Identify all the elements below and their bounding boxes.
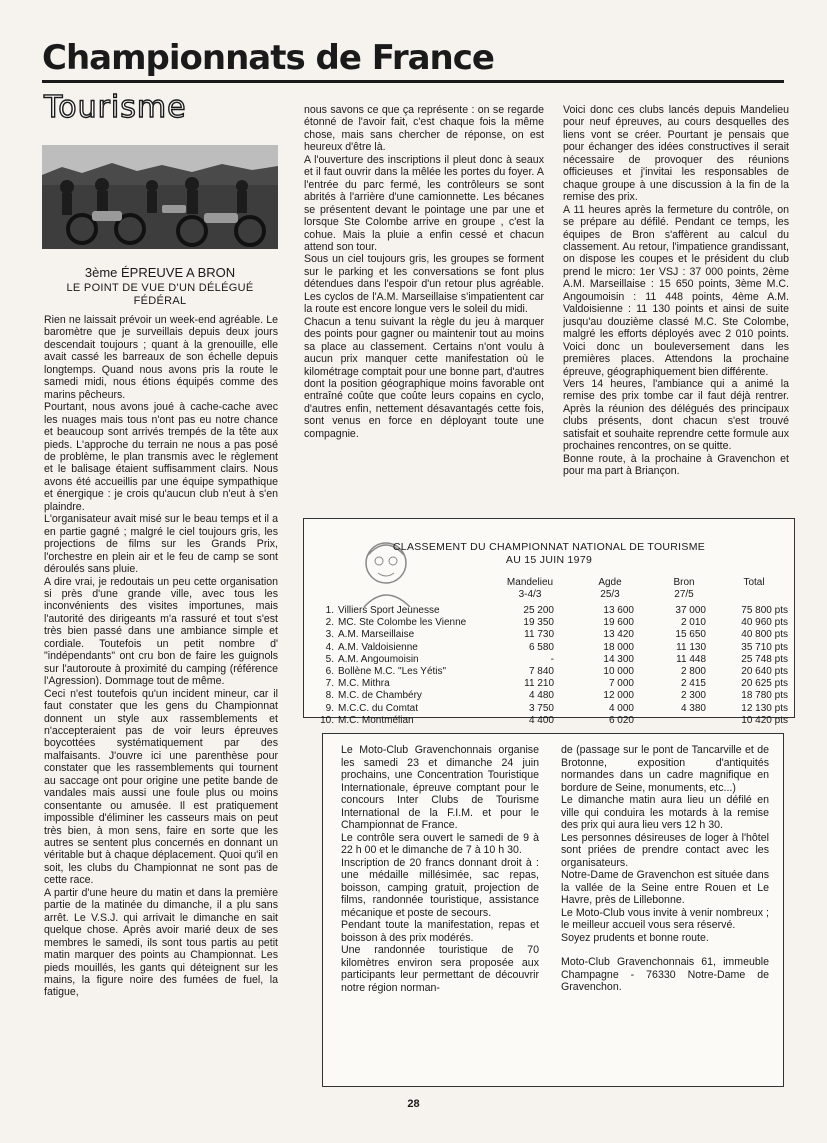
page-title: Championnats de France (42, 38, 494, 78)
column-header (580, 577, 640, 601)
row-points: 11 210 (524, 678, 554, 690)
paragraph: Le Moto-Club vous invite à venir nombreux ; le meilleur accueil vous sera réservé. (561, 906, 769, 931)
row-points: 10 000 (603, 666, 634, 677)
row-total: 18 780 pts (741, 690, 788, 702)
row-points: 7 840 (528, 666, 554, 677)
announcement-box (322, 733, 784, 1087)
row-total: 20 625 pts (741, 678, 788, 690)
row-points: 4 480 (528, 690, 554, 702)
motorcycles-photo (42, 145, 278, 249)
row-club: M.C. Mithra (338, 678, 390, 690)
row-total: 40 800 pts (741, 629, 788, 641)
column-name: Total (743, 577, 765, 588)
row-points: 2 300 (680, 690, 706, 702)
announcement-column-2 (561, 744, 769, 1080)
column-header (724, 577, 784, 589)
row-club: Villiers Sport Jeunesse (338, 605, 440, 616)
article-column-3 (563, 104, 789, 508)
paragraph: Sous un ciel toujours gris, les groupes se forment sur le parking et les conversations se font plus détendues dans l'espoir d'un retour plus agréable. Les cyclos de l'A.M. Marseillaise s'impatientent car la route est encore longue vers le soleil du midi. (304, 253, 544, 316)
paragraph: Soyez prudents et bonne route. (561, 931, 709, 944)
row-club: M.C.C. du Comtat (338, 702, 419, 714)
column-name: Mandelieu (506, 577, 554, 588)
row-points: 4 380 (680, 702, 706, 714)
table-row (304, 617, 794, 629)
paragraph: L'organisateur avait misé sur le beau temps et il a en partie gagné ; malgré le ciel toujours gris, les projections de films sur les Grands Prix, l'orchestre en plein air et le feu de camp se sont déroulés sans pluie. (44, 513, 278, 576)
row-rank: 9. (325, 702, 334, 714)
row-club: M.C. Montmélian (338, 714, 414, 726)
row-total: 20 640 pts (741, 666, 788, 677)
table-row (304, 629, 794, 641)
table-row (304, 703, 794, 715)
paragraph: Chacun a tenu suivant la règle du jeu à marquer des points pour gagner ou maintenir tout au moins sa place au classement. Certains n'ont voulu à aucun prix manquer cette manifestation où le kilométrage comptait pour une bonne part, d'autres dont la position géographique moins favorable ont entraîné coûte que coûte leurs copains en cyclo, d'autres enfin, nettement désavantagés cette fois, sont venus en force en déployant toute une compagnie. (304, 315, 544, 440)
row-rank: 2. (325, 617, 334, 629)
row-club: M.C. de Chambéry (338, 690, 422, 702)
row-points: 12 000 (603, 690, 634, 702)
row-rank: 10. (320, 714, 334, 726)
row-rank: 4. (325, 641, 334, 653)
column-header (500, 577, 560, 601)
row-points: 19 600 (603, 617, 634, 629)
row-total: 40 960 pts (741, 617, 788, 629)
row-points: - (550, 653, 554, 665)
row-club: A.M. Marseillaise (338, 629, 415, 641)
row-points: 11 130 (676, 641, 706, 653)
row-points: 13 420 (603, 629, 634, 641)
paragraph: Notre-Dame de Gravenchon est située dans la vallée de la Seine entre Rouen et Le Havre, près de Lillebonne. (561, 869, 769, 906)
paragraph: Inscription de 20 francs donnant droit à : une médaille millésimée, sac repas, boisson, camping gratuit, projection de films, randonnée touristique, assistance mécanique et poste de secours. (341, 856, 539, 919)
row-total: 35 710 pts (741, 641, 788, 653)
column-date: 3-4/3 (518, 589, 542, 600)
paragraph: A partir d'une heure du matin et dans la première partie de la matinée du dimanche, il a plu sans arrêt. Le V.S.J. qui arrivait le dimanche en sait quelque chose. Après avoir marié deux de ses membres le samedi, ils sont tous partis au petit matin marquer des points au Championnat. Les pieds mouillés, les gants qui déteignent sur les mains, la figure noire des fumées de fuel, la fatigue, (44, 886, 278, 999)
row-rank: 7. (325, 678, 334, 690)
paragraph: Pendant toute la manifestation, repas et boisson à des prix modérés. (341, 919, 539, 944)
paragraph: nous savons ce que ça représente : on se regarde étonné de l'avoir fait, c'est chaque fois la même chose, mais sans chercher de réponse, on est heureux d'être là. (304, 104, 544, 154)
paragraph: Ceci n'est toutefois qu'un incident mineur, car il faut constater que les gens du Championnat donnent un style aux rassemblements et n'accepteraient pas de voir leurs épreuves boycottées systématiquement par des malfaisants. J'ouvre ici une parenthèse pour constater que les rassemblements qui tournent au saccage ont pour origine une petite bande de vandales mais aussi une foule plus ou moins consentante ou amusée. Il est pratiquement impossible d'éliminer les casseurs mais on peut très bien, à mon sens, faire en sorte que les autres se sentent plus concernés en donnant un véritable but à chaque déplacement. Quoi qu'il en soit, les clubs du Championnat ne sont pas de cette race. (44, 687, 278, 887)
paragraph: A 11 heures après la fermeture du contrôle, on se prépare au défilé. Pendant ce temps, les équipes de Bron s'affèrent au calcul du classement. Au retour, l'impatience grandissant, on dispose les coupes et le président du club prend le micro: 1er VSJ : 37 000 points, 2ème A.M. Marseillaise : 15 650 points, 3ème M.C. Angoumoisin : 11 448 points, 4ème A.M. Valdoisienne : 11 130 points et ainsi de suite jusqu'au douzième classé M.C. Ste Colombe, malgré les efforts déployés avec 2 010 points. Voici donc un bouleversement dans les premières places. Attendons la prochaine épreuve, géographiquement bien différente. (563, 203, 789, 378)
paragraph: Vers 14 heures, l'ambiance qui a animé la remise des prix tombe car il faut déjà rentrer. Après la réunion des délégués des principaux clubs présents, dont chacun s'est trouvé satisfait et souhaite reprendre cette formule aux prochaines rencontres, on se quitte. (563, 377, 789, 453)
table-row (304, 690, 794, 702)
table-row (304, 654, 794, 666)
paragraph: Le Moto-Club Gravenchonnais organise les samedi 23 et dimanche 24 juin prochains, une Concentration Touristique Internationale, épreuve comptant pour le concours Inter Clubs de Tourisme International de la F.I.M. et pour le Championnat de France. (341, 744, 539, 831)
paragraph: Une randonnée touristique de 70 kilomètres environ sera proposée aux participants leur permettant de découvrir notre région norman- (341, 944, 539, 994)
paragraph: Moto-Club Gravenchonnais 61, immeuble Champagne - 76330 Notre-Dame de Gravenchon. (561, 956, 769, 993)
row-rank: 1. (325, 605, 334, 616)
paragraph: Le dimanche matin aura lieu un défilé en ville qui conduira les motards à la remise des prix qui aura lieu vers 12 h 30. (561, 794, 769, 831)
paragraph: A dire vrai, je redoutais un peu cette organisation si près d'une grande ville, avec tous les inconvénients des visites importunes, mais l'autorité des dirigeants m'a rassuré et tout s'est très bien passé dans une ambiance simple et cordiale. Toutefois un petit nombre d' "indépendants" ont cru bon de faire les guignols sur l'autoroute à proximité du camping (référence l'Agression). Dommage tout de même. (44, 575, 278, 688)
title-rule (42, 80, 784, 83)
table-row (304, 605, 794, 617)
table-row (304, 666, 794, 678)
article-kicker: 3ème ÉPREUVE A BRON (84, 265, 236, 280)
row-points: 2 010 (680, 617, 706, 629)
column-date: 27/5 (674, 589, 694, 600)
section-subtitle: Tourisme (44, 90, 187, 125)
paragraph: Le contrôle sera ouvert le samedi de 9 à 22 h 00 et le dimanche de 7 à 10 h 30. (341, 831, 539, 856)
paragraph: Bonne route, à la prochaine à Gravenchon et pour ma part à Briançon. (563, 452, 789, 478)
row-total: 75 800 pts (741, 605, 788, 616)
row-points: 11 730 (524, 629, 554, 641)
row-club: Bollène M.C. "Les Yétis" (338, 666, 447, 677)
row-points: 4 000 (608, 702, 634, 714)
row-club: A.M. Valdoisienne (338, 641, 418, 653)
article-headline: LE POINT DE VUE D'UN DÉLÉGUÉ FÉDÉRAL (66, 282, 254, 307)
standings-title-line-1: CLASSEMENT DU CHAMPIONNAT NATIONAL DE TOURISME (392, 541, 706, 553)
row-club: MC. Ste Colombe les Vienne (338, 617, 467, 629)
paragraph: de (passage sur le pont de Tancarville et de Brotonne, exposition d'antiquités normandes dans un cadre magnifique en bordure de Seine, monuments, etc...) (561, 744, 769, 794)
table-row (304, 642, 794, 654)
standings-title (304, 541, 794, 567)
paragraph: Pourtant, nous avons joué à cache-cache avec les nuages mais tous n'ont pas eu notre chance et beaucoup sont arrivés trempés de la tête aux pieds. L'approche du terrain ne nous a pas posé de problème, le plan transmis avec le règlement et le balisage étaient suffisamment clairs. Nous avons été accueillis par une équipe sympathique et énergique : je crois qu'aucun club n'eut à s'en plaindre. (44, 401, 278, 513)
row-rank: 8. (325, 690, 334, 702)
row-points: 37 000 (675, 605, 706, 616)
row-points: 25 200 (523, 605, 554, 616)
row-total: 12 130 pts (741, 702, 788, 714)
row-points: 4 400 (528, 714, 554, 726)
row-rank: 3. (325, 629, 334, 641)
column-name: Agde (598, 577, 622, 588)
row-points: 3 750 (528, 702, 554, 714)
row-points: 2 800 (680, 666, 706, 677)
paragraph: Rien ne laissait prévoir un week-end agréable. Le baromètre que je surveillais depuis deux jours descendait toujours ; quant à la grenouille, elle avait cassé les barreaux de son échelle depuis longtemps. Quand nous avons pris la route le samedi midi, nous étions équipés comme des marins pêcheurs. (44, 314, 278, 401)
row-points: 2 415 (680, 678, 706, 690)
paragraph: Les personnes désireuses de loger à l'hôtel sont priées de prendre contact avec les organisateurs. (561, 831, 769, 869)
row-points: 11 448 (676, 653, 706, 665)
standings-title-line-2: AU 15 JUIN 1979 (505, 554, 593, 566)
paragraph: Voici donc ces clubs lancés depuis Mandelieu pour neuf épreuves, au cours desquelles des liens vont se créer. Pourtant je pensais que pour échanger des idées constructives il serait nécessaire de provoquer des réunions officieuses et j'invitai les responsables de chaque groupe à une discussion à la fin de la remise des prix. (563, 104, 789, 204)
row-points: 15 650 (675, 629, 706, 641)
row-points: 6 020 (608, 714, 634, 726)
row-rank: 5. (325, 653, 334, 665)
row-points: 18 000 (603, 641, 634, 653)
row-points: 7 000 (608, 678, 634, 690)
cartoon-face-icon (354, 527, 424, 607)
page-number: 28 (407, 1098, 420, 1110)
article-column-1 (44, 314, 278, 1070)
standings-table (303, 518, 795, 726)
row-points: 13 600 (603, 605, 634, 616)
table-row (304, 715, 794, 727)
article-column-2 (304, 104, 544, 508)
row-points: 19 350 (523, 617, 554, 629)
column-name: Bron (673, 577, 695, 588)
row-club: A.M. Angoumoisin (338, 653, 419, 665)
table-row (304, 678, 794, 690)
row-points: 6 580 (528, 641, 554, 653)
column-date: 25/3 (600, 589, 620, 600)
column-header (654, 577, 714, 601)
paragraph: A l'ouverture des inscriptions il pleut donc à seaux et il faut ouvrir dans la mêlée les portes du foyer. A l'entrée du parc fermé, les contrôleurs se sont abrités à l'arrière d'une camionnette. Les bécanes se présentent devant le pointage une par une et lorsque Ste Colombe arrive en groupe , c'est la cohue. Mais la pluie a enfin cessé et chacun attend son tour. (304, 153, 544, 253)
row-points: 14 300 (603, 653, 634, 665)
row-total: 10 420 pts (741, 714, 788, 726)
announcement-column-1 (341, 744, 539, 1080)
row-total: 25 748 pts (741, 653, 788, 665)
row-rank: 6. (325, 666, 334, 677)
